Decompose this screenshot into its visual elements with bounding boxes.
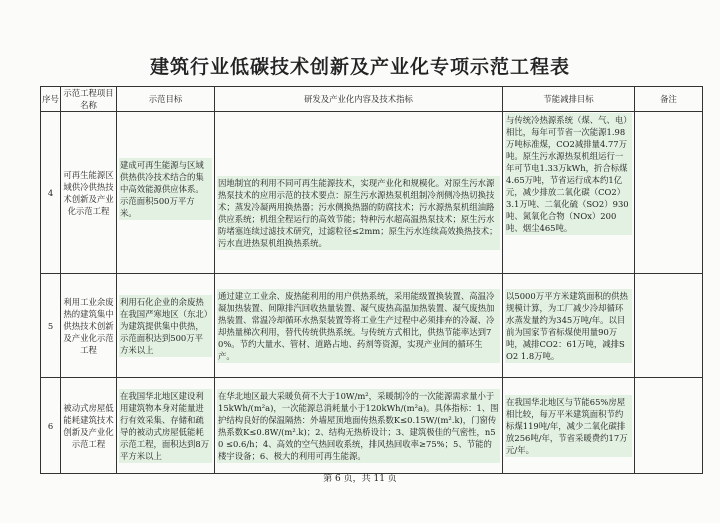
row-remark xyxy=(635,378,703,474)
row-seq: 6 xyxy=(41,378,61,474)
row-goal: 建成可再生能源与区域供热供冷技术结合的集中高效能源供应体系。示范面积500万平方米。 xyxy=(119,158,212,220)
row-seq: 5 xyxy=(41,274,61,378)
header-remark: 备注 xyxy=(635,87,703,112)
row-goal: 利用石化企业的余废热在我国严寒地区（东北）为建筑提供集中供热，示范面积达到500万平方米以上 xyxy=(119,295,212,357)
row-seq: 4 xyxy=(41,112,61,274)
header-goal: 示范目标 xyxy=(117,87,215,112)
row-goal-cell xyxy=(117,378,215,474)
row-goal-cell xyxy=(117,274,215,378)
page-footer: 第 6 页，共 11 页 xyxy=(323,474,397,484)
table-header-row xyxy=(41,87,703,112)
row-benefit: 在我国华北地区与节能65%房屋相比较，每万平米建筑面积节约标煤119吨/年，减少二氧化碳排放256吨/年，节省采暖费约17万元/年。 xyxy=(505,395,632,457)
row-content: 通过建立工业余、废热能利用的用户供热系统，采用能级置换装置、高温冷凝加热装置、间隙排汽回收热量装置、凝气废热高温加热装置、凝气废热加热装置、常温冷却循环水热泵装置等将工业生产过程中必须排弃的冷凝、冷却热量梯次利用，替代传统供热系统。与传统方式相比，供热节能率达到70%。节约大量水、管材、道路占地、药剂等资源，实现产业间的循环生产。 xyxy=(217,289,500,363)
row-benefit-cell xyxy=(503,112,635,274)
header-project: 示范工程项目名称 xyxy=(61,87,117,112)
row-content-cell xyxy=(215,274,503,378)
header-content: 研发及产业化内容及技术指标 xyxy=(215,87,503,112)
row-goal: 在我国华北地区建设利用建筑物本身对能量进行有效采集、存储和疏导的被动式房屋低能耗示范工程，面积达到8万平方米以上 xyxy=(119,389,212,463)
row-content-cell xyxy=(215,112,503,274)
row-remark xyxy=(635,274,703,378)
table-row xyxy=(41,378,703,474)
row-content-cell xyxy=(215,378,503,474)
row-benefit-cell xyxy=(503,378,635,474)
table-row xyxy=(41,112,703,274)
row-project: 可再生能源区域供冷供热技术创新及产业化示范工程 xyxy=(61,112,117,274)
table-row xyxy=(41,274,703,378)
row-content: 因地制宜的利用不同可再生能源技术，实现产业化和规模化。对原生污水源热泵技术的应用示范的技术要点：原生污水源热泵机组制冷剂侧冷热切换技术；蒸发冷凝两用换热器；污水侧换热器的防腐技术；污水源热泵机组油路供应系统；机组全程运行的高效节能；特种污水超高温热泵技术；原生污水防堵塞连续过滤技术研究，过滤粒径≤2mm；原生污水连续高效换热技术；污水直进热泵机组换热系统。 xyxy=(217,176,500,250)
row-content: 在华北地区最大采暖负荷不大于10W/m²，采暖制冷的一次能源需求量小于15kWh/(m²a)，一次能源总消耗量小于120kWh/(m²a)。具体指标：1、围护结构良好的保温隔热：外墙屋顶地面传热系数K≤0.15W/(m².k)，门窗传热系数K≤0.8W/(m².k)；2、结构无热桥设计；3、建筑极佳的气密性，n50 ≤0.6/h；4、高效的空气热回收系统，排风热回收率≥75%；5、节能的楼宇设备；6、极大的利用可再生能源。 xyxy=(218,390,499,461)
row-benefit: 以5000万平方米建筑面积的供热规模计算，为工厂减少冷却循环水蒸发量约为345万吨/年。以目前为国家节省标煤使用量90万吨，减排CO2：61万吨，减排SO2 1.8万吨。 xyxy=(505,289,632,363)
row-project: 被动式房屋低能耗建筑技术创新及产业化示范工程 xyxy=(61,378,117,474)
demonstration-table xyxy=(40,86,703,474)
header-benefit: 节能减排目标 xyxy=(503,87,635,112)
document-title: 建筑行业低碳技术创新及产业化专项示范工程表 xyxy=(149,56,570,78)
row-goal-cell xyxy=(117,112,215,274)
row-benefit: 与传统冷热源系统（煤、气、电）相比，每年可节省一次能源1.98万吨标准煤，CO2减排量4.77万吨。原生污水源热泵机组运行一年可节电1.33万kWh，折合标煤4.65万吨，节省运行成本约1亿元，减少排放二氧化碳（CO2）3.1万吨、二氧化硫（SO2）930吨、氮氧化合物（NOx）200吨、烟尘465吨。 xyxy=(505,113,632,235)
header-seq: 序号 xyxy=(41,87,61,112)
row-benefit-cell xyxy=(503,274,635,378)
row-project: 利用工业余废热的建筑集中供热技术创新及产业化示范工程 xyxy=(61,274,117,378)
row-remark xyxy=(635,112,703,274)
